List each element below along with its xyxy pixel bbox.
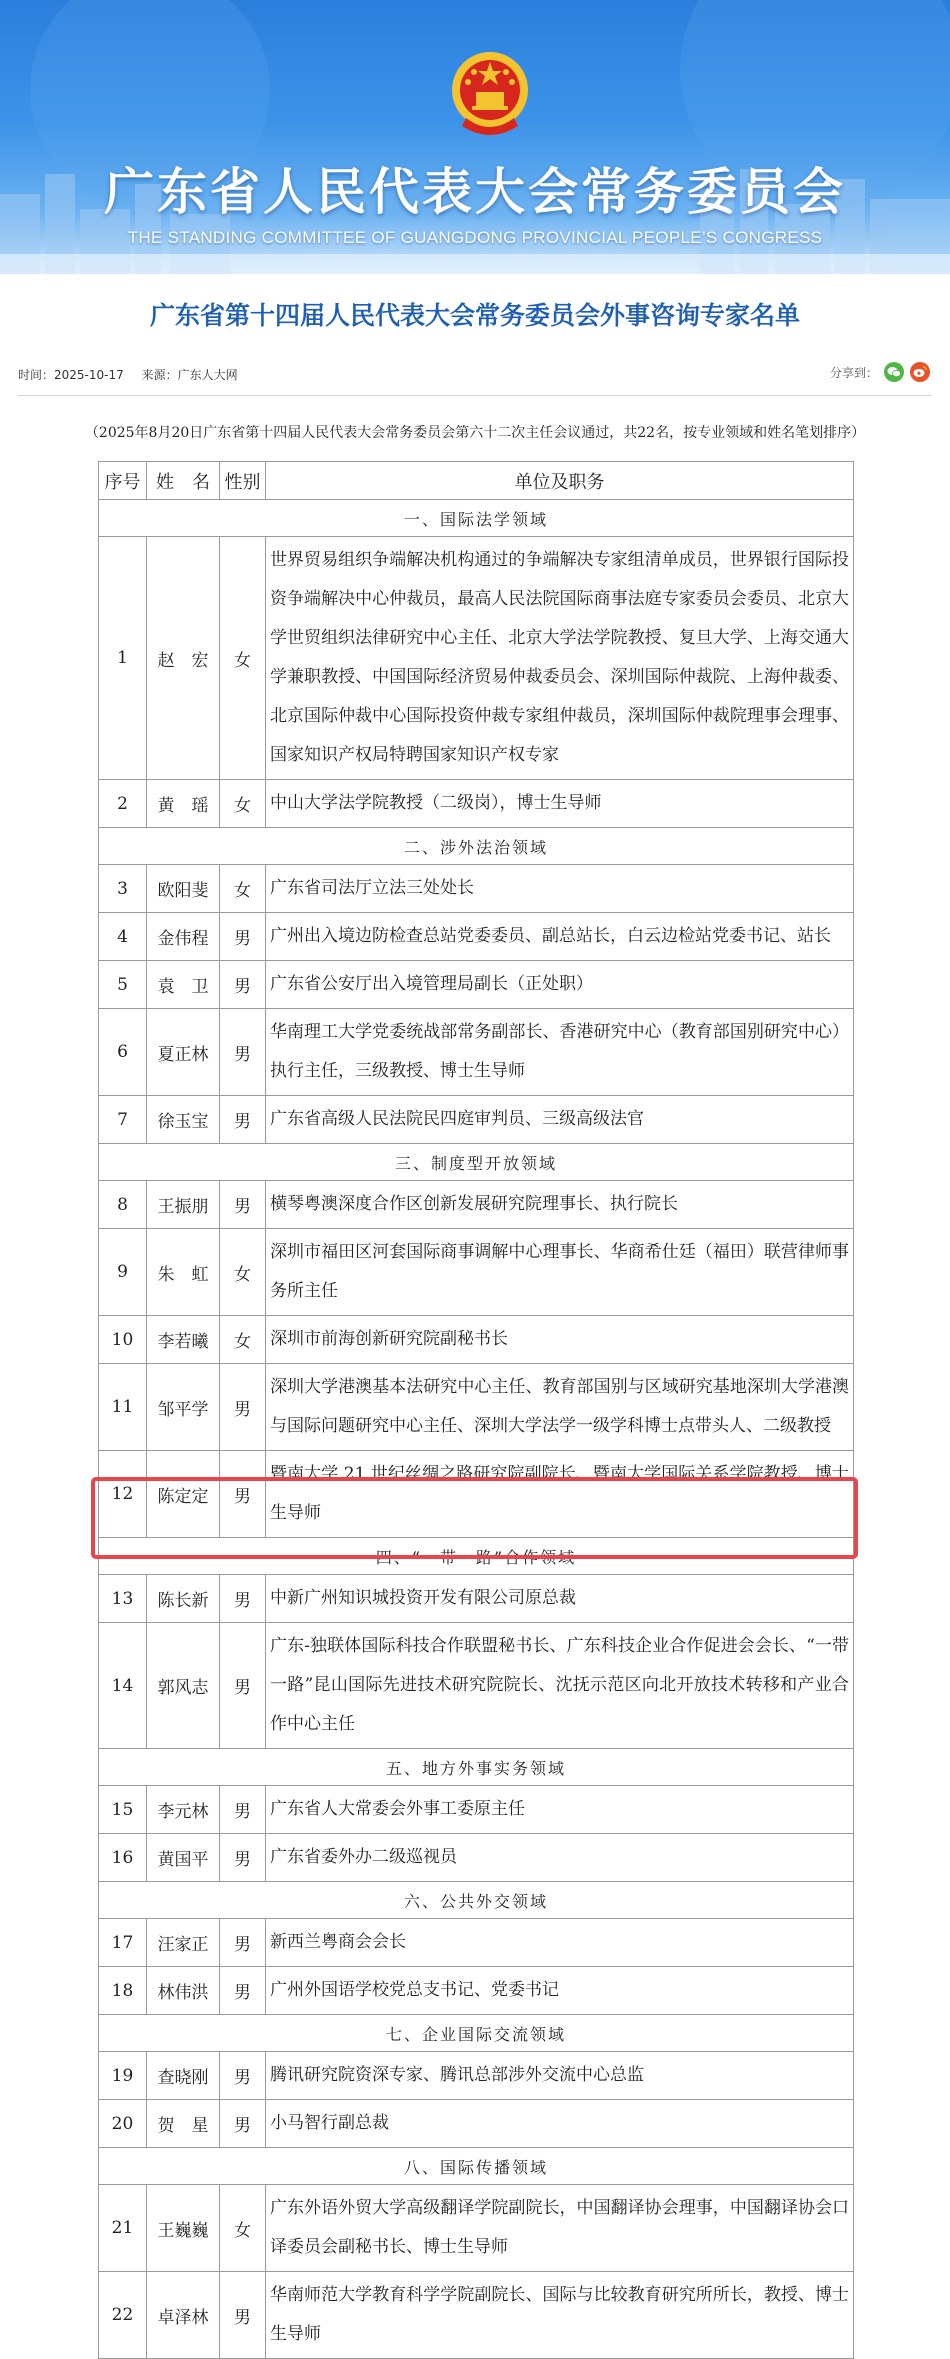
row-name: 夏正林	[147, 1009, 220, 1096]
category-row	[99, 1538, 854, 1575]
weibo-icon[interactable]	[910, 362, 930, 382]
row-position: 中新广州知识城投资开发有限公司原总裁	[266, 1575, 854, 1623]
row-gender: 女	[220, 1316, 266, 1364]
list-note: （2025年8月20日广东省第十四届人民代表大会常务委员会第六十二次主任会议通过，共22名，按专业领域和姓名笔划排序）	[84, 425, 866, 441]
row-position: 暨南大学 21 世纪丝绸之路研究院副院长、暨南大学国际关系学院教授、博士生导师	[266, 1451, 854, 1538]
row-index: 7	[99, 1096, 147, 1144]
table-row	[99, 1009, 854, 1096]
row-name: 黄国平	[147, 1834, 220, 1882]
article-source: 来源：广东人大网	[141, 368, 238, 382]
row-position: 广东-独联体国际科技合作联盟秘书长、广东科技企业合作促进会会长、“一带一路”昆山国际先进技术研究院院长、沈抚示范区向北开放技术转移和产业合作中心主任	[266, 1623, 854, 1749]
row-name: 赵 宏	[147, 537, 220, 780]
row-gender: 男	[220, 2272, 266, 2359]
article-meta	[18, 366, 252, 383]
table-row	[99, 1096, 854, 1144]
row-gender: 男	[220, 2052, 266, 2100]
table-row	[99, 913, 854, 961]
row-index: 16	[99, 1834, 147, 1882]
row-index: 14	[99, 1623, 147, 1749]
row-name: 欧阳斐	[147, 865, 220, 913]
row-position: 广东省公安厅出入境管理局副长（正处职）	[266, 961, 854, 1009]
table-row	[99, 1967, 854, 2015]
table-row	[99, 537, 854, 780]
site-header-banner	[0, 0, 950, 274]
row-name: 李若曦	[147, 1316, 220, 1364]
table-row	[99, 1786, 854, 1834]
row-gender: 男	[220, 961, 266, 1009]
row-gender: 男	[220, 1967, 266, 2015]
table-row	[99, 1834, 854, 1882]
row-position: 广东省司法厅立法三处处长	[266, 865, 854, 913]
header-name: 姓 名	[147, 462, 220, 500]
header-gender: 性别	[220, 462, 266, 500]
row-gender: 女	[220, 1229, 266, 1316]
row-position: 深圳市福田区河套国际商事调解中心理事长、华商希仕廷（福田）联营律师事务所主任	[266, 1229, 854, 1316]
row-name: 查晓刚	[147, 2052, 220, 2100]
row-index: 12	[99, 1451, 147, 1538]
row-gender: 女	[220, 2185, 266, 2272]
publish-time: 时间：2025-10-17	[18, 368, 124, 382]
category-label: 六、公共外交领域	[99, 1882, 854, 1919]
category-label: 五、地方外事实务领域	[99, 1749, 854, 1786]
category-row	[99, 1749, 854, 1786]
row-position: 横琴粤澳深度合作区创新发展研究院理事长、执行院长	[266, 1181, 854, 1229]
table-row	[99, 2185, 854, 2272]
row-gender: 男	[220, 1575, 266, 1623]
row-name: 郭风志	[147, 1623, 220, 1749]
row-gender: 男	[220, 1623, 266, 1749]
row-gender: 男	[220, 1786, 266, 1834]
category-label: 一、国际法学领域	[99, 500, 854, 537]
table-row	[99, 1364, 854, 1451]
table-header-row	[99, 462, 854, 500]
row-index: 18	[99, 1967, 147, 2015]
table-row	[99, 1181, 854, 1229]
row-index: 22	[99, 2272, 147, 2359]
row-name: 卓泽林	[147, 2272, 220, 2359]
row-index: 8	[99, 1181, 147, 1229]
row-position: 广东省高级人民法院民四庭审判员、三级高级法官	[266, 1096, 854, 1144]
category-row	[99, 2148, 854, 2185]
row-index: 9	[99, 1229, 147, 1316]
row-gender: 男	[220, 1451, 266, 1538]
row-name: 陈定定	[147, 1451, 220, 1538]
category-label: 三、制度型开放领域	[99, 1144, 854, 1181]
row-index: 15	[99, 1786, 147, 1834]
row-index: 19	[99, 2052, 147, 2100]
row-gender: 男	[220, 1919, 266, 1967]
row-gender: 女	[220, 537, 266, 780]
row-position: 广东省人大常委会外事工委原主任	[266, 1786, 854, 1834]
category-label: 八、国际传播领域	[99, 2148, 854, 2185]
row-name: 王巍巍	[147, 2185, 220, 2272]
table-row	[99, 961, 854, 1009]
site-title-english: THE STANDING COMMITTEE OF GUANGDONG PROVINCIAL PEOPLE’S CONGRESS	[127, 228, 823, 247]
row-name: 王振朋	[147, 1181, 220, 1229]
table-row	[99, 780, 854, 828]
row-name: 陈长新	[147, 1575, 220, 1623]
category-label: 二、涉外法治领域	[99, 828, 854, 865]
category-row	[99, 828, 854, 865]
row-index: 2	[99, 780, 147, 828]
category-row	[99, 2015, 854, 2052]
row-index: 4	[99, 913, 147, 961]
table-row	[99, 2052, 854, 2100]
row-gender: 男	[220, 1181, 266, 1229]
row-gender: 女	[220, 865, 266, 913]
table-row	[99, 1229, 854, 1316]
row-index: 3	[99, 865, 147, 913]
national-emblem-icon	[448, 48, 532, 138]
row-position: 广东外语外贸大学高级翻译学院副院长，中国翻译协会理事，中国翻译协会口译委员会副秘书长、博士生导师	[266, 2185, 854, 2272]
row-name: 朱 虹	[147, 1229, 220, 1316]
row-gender: 男	[220, 1834, 266, 1882]
category-row	[99, 1144, 854, 1181]
category-row	[99, 1882, 854, 1919]
category-label: 七、企业国际交流领域	[99, 2015, 854, 2052]
page-title: 广东省第十四届人民代表大会常务委员会外事咨询专家名单	[149, 301, 800, 330]
row-index: 21	[99, 2185, 147, 2272]
row-name: 林伟洪	[147, 1967, 220, 2015]
category-label: 四、“一带一路”合作领域	[99, 1538, 854, 1575]
table-row	[99, 865, 854, 913]
divider	[18, 395, 932, 396]
table-row	[99, 1575, 854, 1623]
row-position: 腾讯研究院资深专家、腾讯总部涉外交流中心总监	[266, 2052, 854, 2100]
row-position: 新西兰粤商会会长	[266, 1919, 854, 1967]
row-name: 徐玉宝	[147, 1096, 220, 1144]
row-position: 中山大学法学院教授（二级岗），博士生导师	[266, 780, 854, 828]
row-index: 17	[99, 1919, 147, 1967]
row-position: 深圳市前海创新研究院副秘书长	[266, 1316, 854, 1364]
wechat-icon[interactable]	[884, 362, 904, 382]
row-position: 广东省委外办二级巡视员	[266, 1834, 854, 1882]
row-name: 黄 瑶	[147, 780, 220, 828]
row-index: 1	[99, 537, 147, 780]
row-gender: 男	[220, 913, 266, 961]
row-position: 华南理工大学党委统战部常务副部长、香港研究中心（教育部国别研究中心）执行主任，三级教授、博士生导师	[266, 1009, 854, 1096]
row-index: 6	[99, 1009, 147, 1096]
category-row	[99, 500, 854, 537]
table-row	[99, 2272, 854, 2359]
row-index: 13	[99, 1575, 147, 1623]
header-position: 单位及职务	[266, 462, 854, 500]
row-gender: 女	[220, 780, 266, 828]
row-position: 小马智行副总裁	[266, 2100, 854, 2148]
row-name: 汪家正	[147, 1919, 220, 1967]
share-bar	[830, 362, 930, 382]
row-position: 华南师范大学教育科学学院副院长、国际与比较教育研究所所长，教授、博士生导师	[266, 2272, 854, 2359]
row-gender: 男	[220, 1009, 266, 1096]
row-name: 金伟程	[147, 913, 220, 961]
row-name: 邹平学	[147, 1364, 220, 1451]
row-index: 10	[99, 1316, 147, 1364]
row-position: 广州出入境边防检查总站党委委员、副总站长，白云边检站党委书记、站长	[266, 913, 854, 961]
row-position: 世界贸易组织争端解决机构通过的争端解决专家组清单成员，世界银行国际投资争端解决中心仲裁员，最高人民法院国际商事法庭专家委员会委员、北京大学世贸组织法律研究中心主任、北京大学法学院教授、复旦大学、上海交通大学兼职教授、中国国际经济贸易仲裁委员会、深圳国际仲裁院、上海仲裁委、北京国际仲裁中心国际投资仲裁专家组仲裁员，深圳国际仲裁院理事会理事、国家知识产权局特聘国家知识产权专家	[266, 537, 854, 780]
share-label: 分享到：	[829, 365, 878, 380]
row-index: 20	[99, 2100, 147, 2148]
expert-table	[98, 461, 854, 2359]
row-index: 5	[99, 961, 147, 1009]
row-index: 11	[99, 1364, 147, 1451]
row-position: 深圳大学港澳基本法研究中心主任、教育部国别与区域研究基地深圳大学港澳与国际问题研究中心主任、深圳大学法学一级学科博士点带头人、二级教授	[266, 1364, 854, 1451]
table-row	[99, 1316, 854, 1364]
row-position: 广州外国语学校党总支书记、党委书记	[266, 1967, 854, 2015]
header-index: 序号	[99, 462, 147, 500]
table-row	[99, 2100, 854, 2148]
row-name: 袁 卫	[147, 961, 220, 1009]
table-row	[99, 1919, 854, 1967]
row-gender: 男	[220, 1364, 266, 1451]
table-row-highlighted	[99, 1451, 854, 1538]
table-row	[99, 1623, 854, 1749]
site-title: 广东省人民代表大会常务委员会	[104, 163, 846, 221]
row-gender: 男	[220, 1096, 266, 1144]
row-gender: 男	[220, 2100, 266, 2148]
row-name: 贺 星	[147, 2100, 220, 2148]
row-name: 李元林	[147, 1786, 220, 1834]
